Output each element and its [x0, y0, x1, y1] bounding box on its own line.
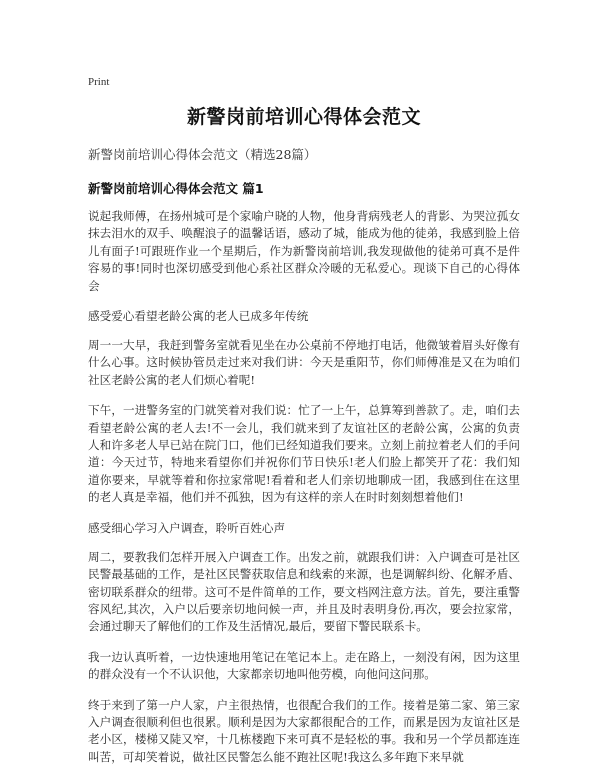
- print-link[interactable]: Print: [88, 76, 110, 88]
- paragraph: 周二，要教我们怎样开展入户调查工作。出发之前，就跟我们讲：入户调查可是社区民警最基础的工作，是社区民警获取信息和线索的来源，也是调解纠纷、化解矛盾、密切联系群众的纽带。这可不是件简单的工作，要文档网注意方法。首先，要注重警容风纪,其次，入户以后要亲切地问候一声，并且及时表明身份,再次，要会拉家常，会通过聊天了解他们的工作及生活情况,最后，要留下警民联系卡。: [88, 549, 520, 634]
- document-subtitle: 新警岗前培训心得体会范文（精选28篇）: [88, 147, 317, 162]
- sub-heading: 感受爱心看望老龄公寓的老人已成多年传统: [88, 309, 309, 324]
- paragraph: 我一边认真听着，一边快速地用笔记在笔记本上。走在路上，一刻没有闲，因为这里的群众没有一个不认识他，大家都亲切地叫他劳模，向他问这问那。: [88, 649, 520, 682]
- paragraph: 下午，一进警务室的门就笑着对我们说：忙了一上午，总算筹到善款了。走，咱们去看望老龄公寓的老人去!不一会儿，我们就来到了友谊社区的老龄公寓，公寓的负责人和许多老人早已站在院门口，他们已经知道我们要来。立刻上前拉着老人们的手问道：今天过节，特地来看望你们并祝你们节日快乐!老人们脸上都笑开了花：我们知道你要来，早就等着和你拉家常呢!看着和老人们亲切地聊成一团，我感到住在这里的老人真是幸福，他们并不孤独，因为有这样的亲人在时时刻刻想着他们!: [88, 403, 520, 505]
- paragraph: 周一一大早，我赶到警务室就看见坐在办公桌前不停地打电话，他微皱着眉头好像有什么心事。这时候协管员走过来对我们讲：今天是重阳节，你们师傅准是又在为咱们社区老龄公寓的老人们烦心着呢!: [88, 338, 520, 387]
- paragraph: 说起我师傅，在扬州城可是个家喻户晓的人物，他身背病残老人的背影、为哭泣孤女抹去泪水的双手、唤醒浪子的温馨话语，感动了城，能成为他的徒弟，我感到脸上倍儿有面子!可跟班作业一个星期后，作为新警岗前培训,我发现做他的徒弟可真不是件容易的事!同时也深切感受到他心系社区群众冷暖的无私爱心。现谈下自己的心得体会: [88, 209, 520, 293]
- paragraph: 终于来到了第一户人家，户主很热情，也很配合我们的工作。接着是第二家、第三家入户调查很顺利但也很累。顺利是因为大家都很配合的工作，而累是因为友谊社区是老小区，楼梯又陡又窄，十几栋楼跑下来可真不是轻松的事。我和另一个学员都连连叫苦，可却笑着说，做社区民警怎么能不跑社区呢!我这么多年跑下来早就: [88, 697, 520, 764]
- section-heading: 新警岗前培训心得体会范文 篇1: [88, 181, 264, 196]
- sub-heading: 感受细心学习入户调查，聆听百姓心声: [88, 520, 286, 535]
- document-page: [88, 70, 520, 779]
- page-title: 新警岗前培训心得体会范文: [186, 106, 421, 128]
